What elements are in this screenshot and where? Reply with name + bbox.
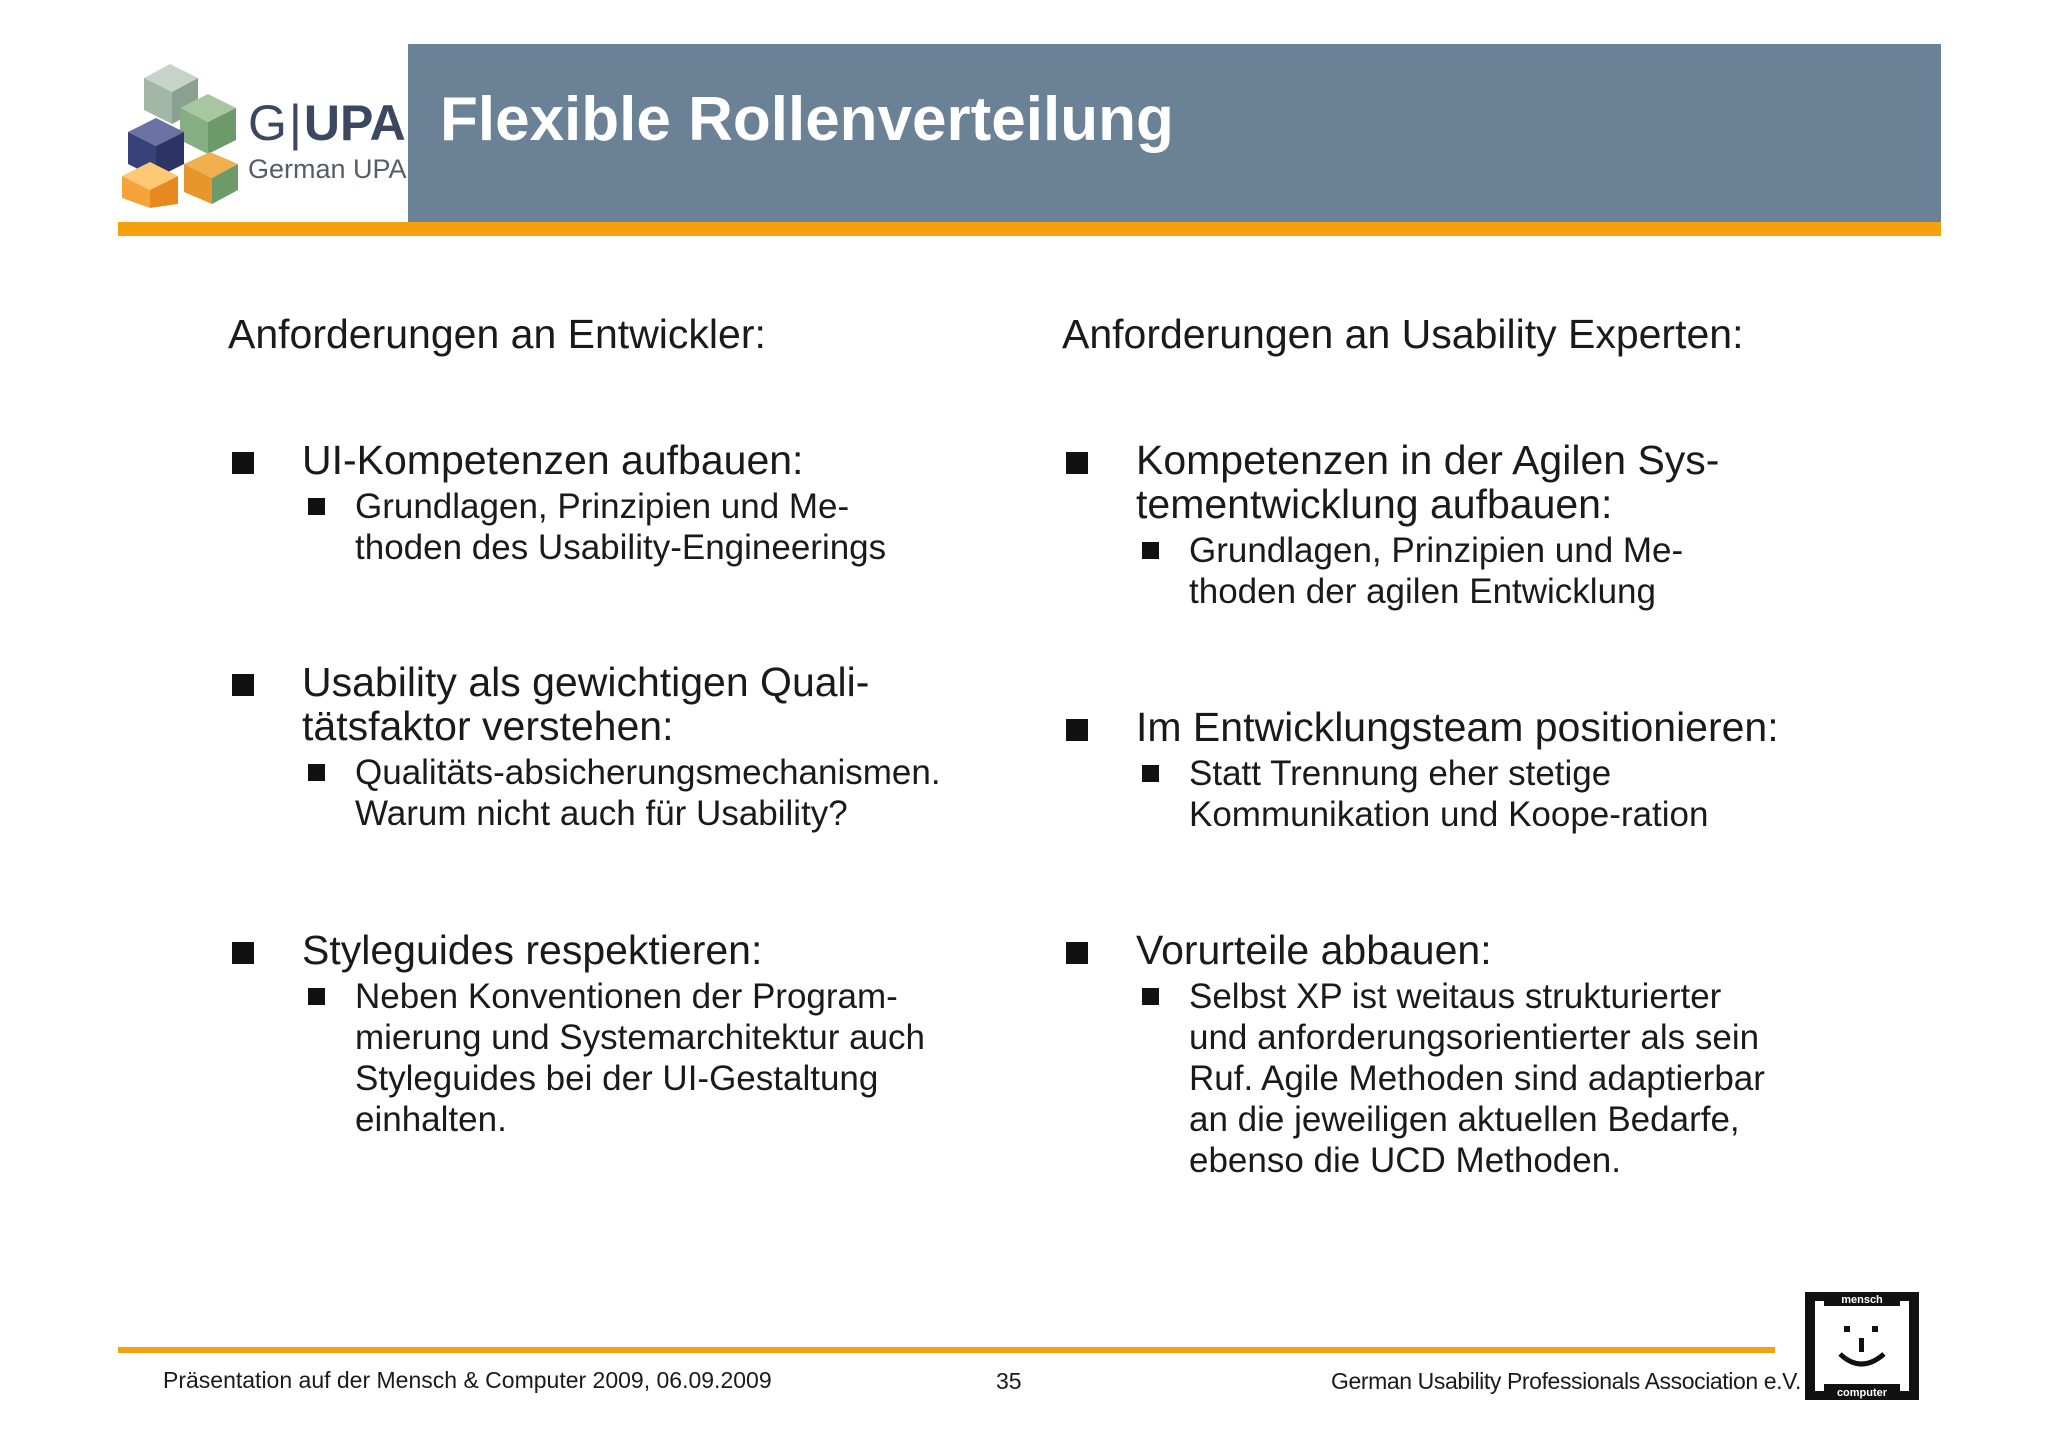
sub-list-item: Selbst XP ist weitaus strukturierter und anforderungsorientierter als sein Ruf. Agile Methoden sind adaptierbar an die jeweiligen aktuellen Bedarfe, ebenso die UCD Methoden. [1136,976,1862,1181]
gupa-cubes-icon [118,58,246,208]
footer-event-info: Präsentation auf der Mensch & Computer 2009, 06.09.2009 [163,1367,772,1393]
list-item: Styleguides respektieren: Neben Konventionen der Program- mierung und Systemarchitektur auch Styleguides bei der UI-Gestaltung einhalten. [228,928,1028,1140]
sub-bullet-icon [1142,765,1159,782]
sub-bullet-icon [1142,542,1159,559]
list-item: Vorurteile abbauen: Selbst XP ist weitaus strukturierter und anforderungsorientierter als sein Ruf. Agile Methoden sind adaptierbar an die jeweiligen aktuellen Bedarfe, ebenso die UCD Methoden. [1062,928,1862,1181]
svg-text:mensch: mensch [1841,1294,1883,1306]
page-number: 35 [996,1368,1022,1394]
column-heading: Anforderungen an Usability Experten: [1062,311,1744,357]
mensch-computer-logo [1800,1292,1924,1400]
bullet-icon [232,452,254,474]
sub-list-item: Grundlagen, Prinzipien und Me- thoden der agilen Entwicklung [1136,530,1862,612]
sub-bullet-icon [308,988,325,1005]
svg-text:computer: computer [1836,1387,1888,1399]
gupa-logo-subtitle: German UPA [248,154,407,184]
usability-expert-requirements-column [1062,310,1862,1180]
sub-list-item: Neben Konventionen der Program- mierung und Systemarchitektur auch Styleguides bei der UI-Gestaltung einhalten. [302,976,1028,1140]
sub-list-item: Qualitäts-absicherungsmechanismen. Warum nicht auch für Usability? [302,752,1028,834]
list-item: Usability als gewichtigen Quali- tätsfaktor verstehen: Qualitäts-absicherungsmechanismen. Warum nicht auch für Usability? [228,660,1028,834]
gupa-logo-title: G|UPA [248,95,406,151]
slide-title: Flexible Rollenverteilung [440,85,1174,154]
sub-bullet-icon [1142,988,1159,1005]
bullet-icon [232,674,254,696]
sub-list-item: Grundlagen, Prinzipien und Me- thoden des Usability-Engineerings [302,486,1028,568]
bullet-icon [232,942,254,964]
column-heading: Anforderungen an Entwickler: [228,311,766,357]
footer-organization: German Usability Professionals Association e.V. [1331,1368,1801,1394]
list-item: Kompetenzen in der Agilen Sys- tementwicklung aufbauen: Grundlagen, Prinzipien und Me- thoden der agilen Entwicklung [1062,438,1862,612]
bullet-icon [1066,942,1088,964]
title-band [408,44,1941,222]
list-item: Im Entwicklungsteam positionieren: Statt Trennung eher stetige Kommunikation und Koope-ration [1062,705,1862,835]
bullet-icon [1066,452,1088,474]
sub-list-item: Statt Trennung eher stetige Kommunikation und Koope-ration [1136,753,1862,835]
sub-bullet-icon [308,764,325,781]
gupa-wordmark [248,95,407,185]
list-item: UI-Kompetenzen aufbauen: Grundlagen, Prinzipien und Me- thoden des Usability-Engineerings [228,438,1028,568]
gupa-logo [118,58,407,208]
header-divider [118,222,1941,236]
developer-requirements-column [228,310,1028,1139]
sub-bullet-icon [308,498,325,515]
footer-divider [118,1347,1775,1353]
bullet-icon [1066,719,1088,741]
